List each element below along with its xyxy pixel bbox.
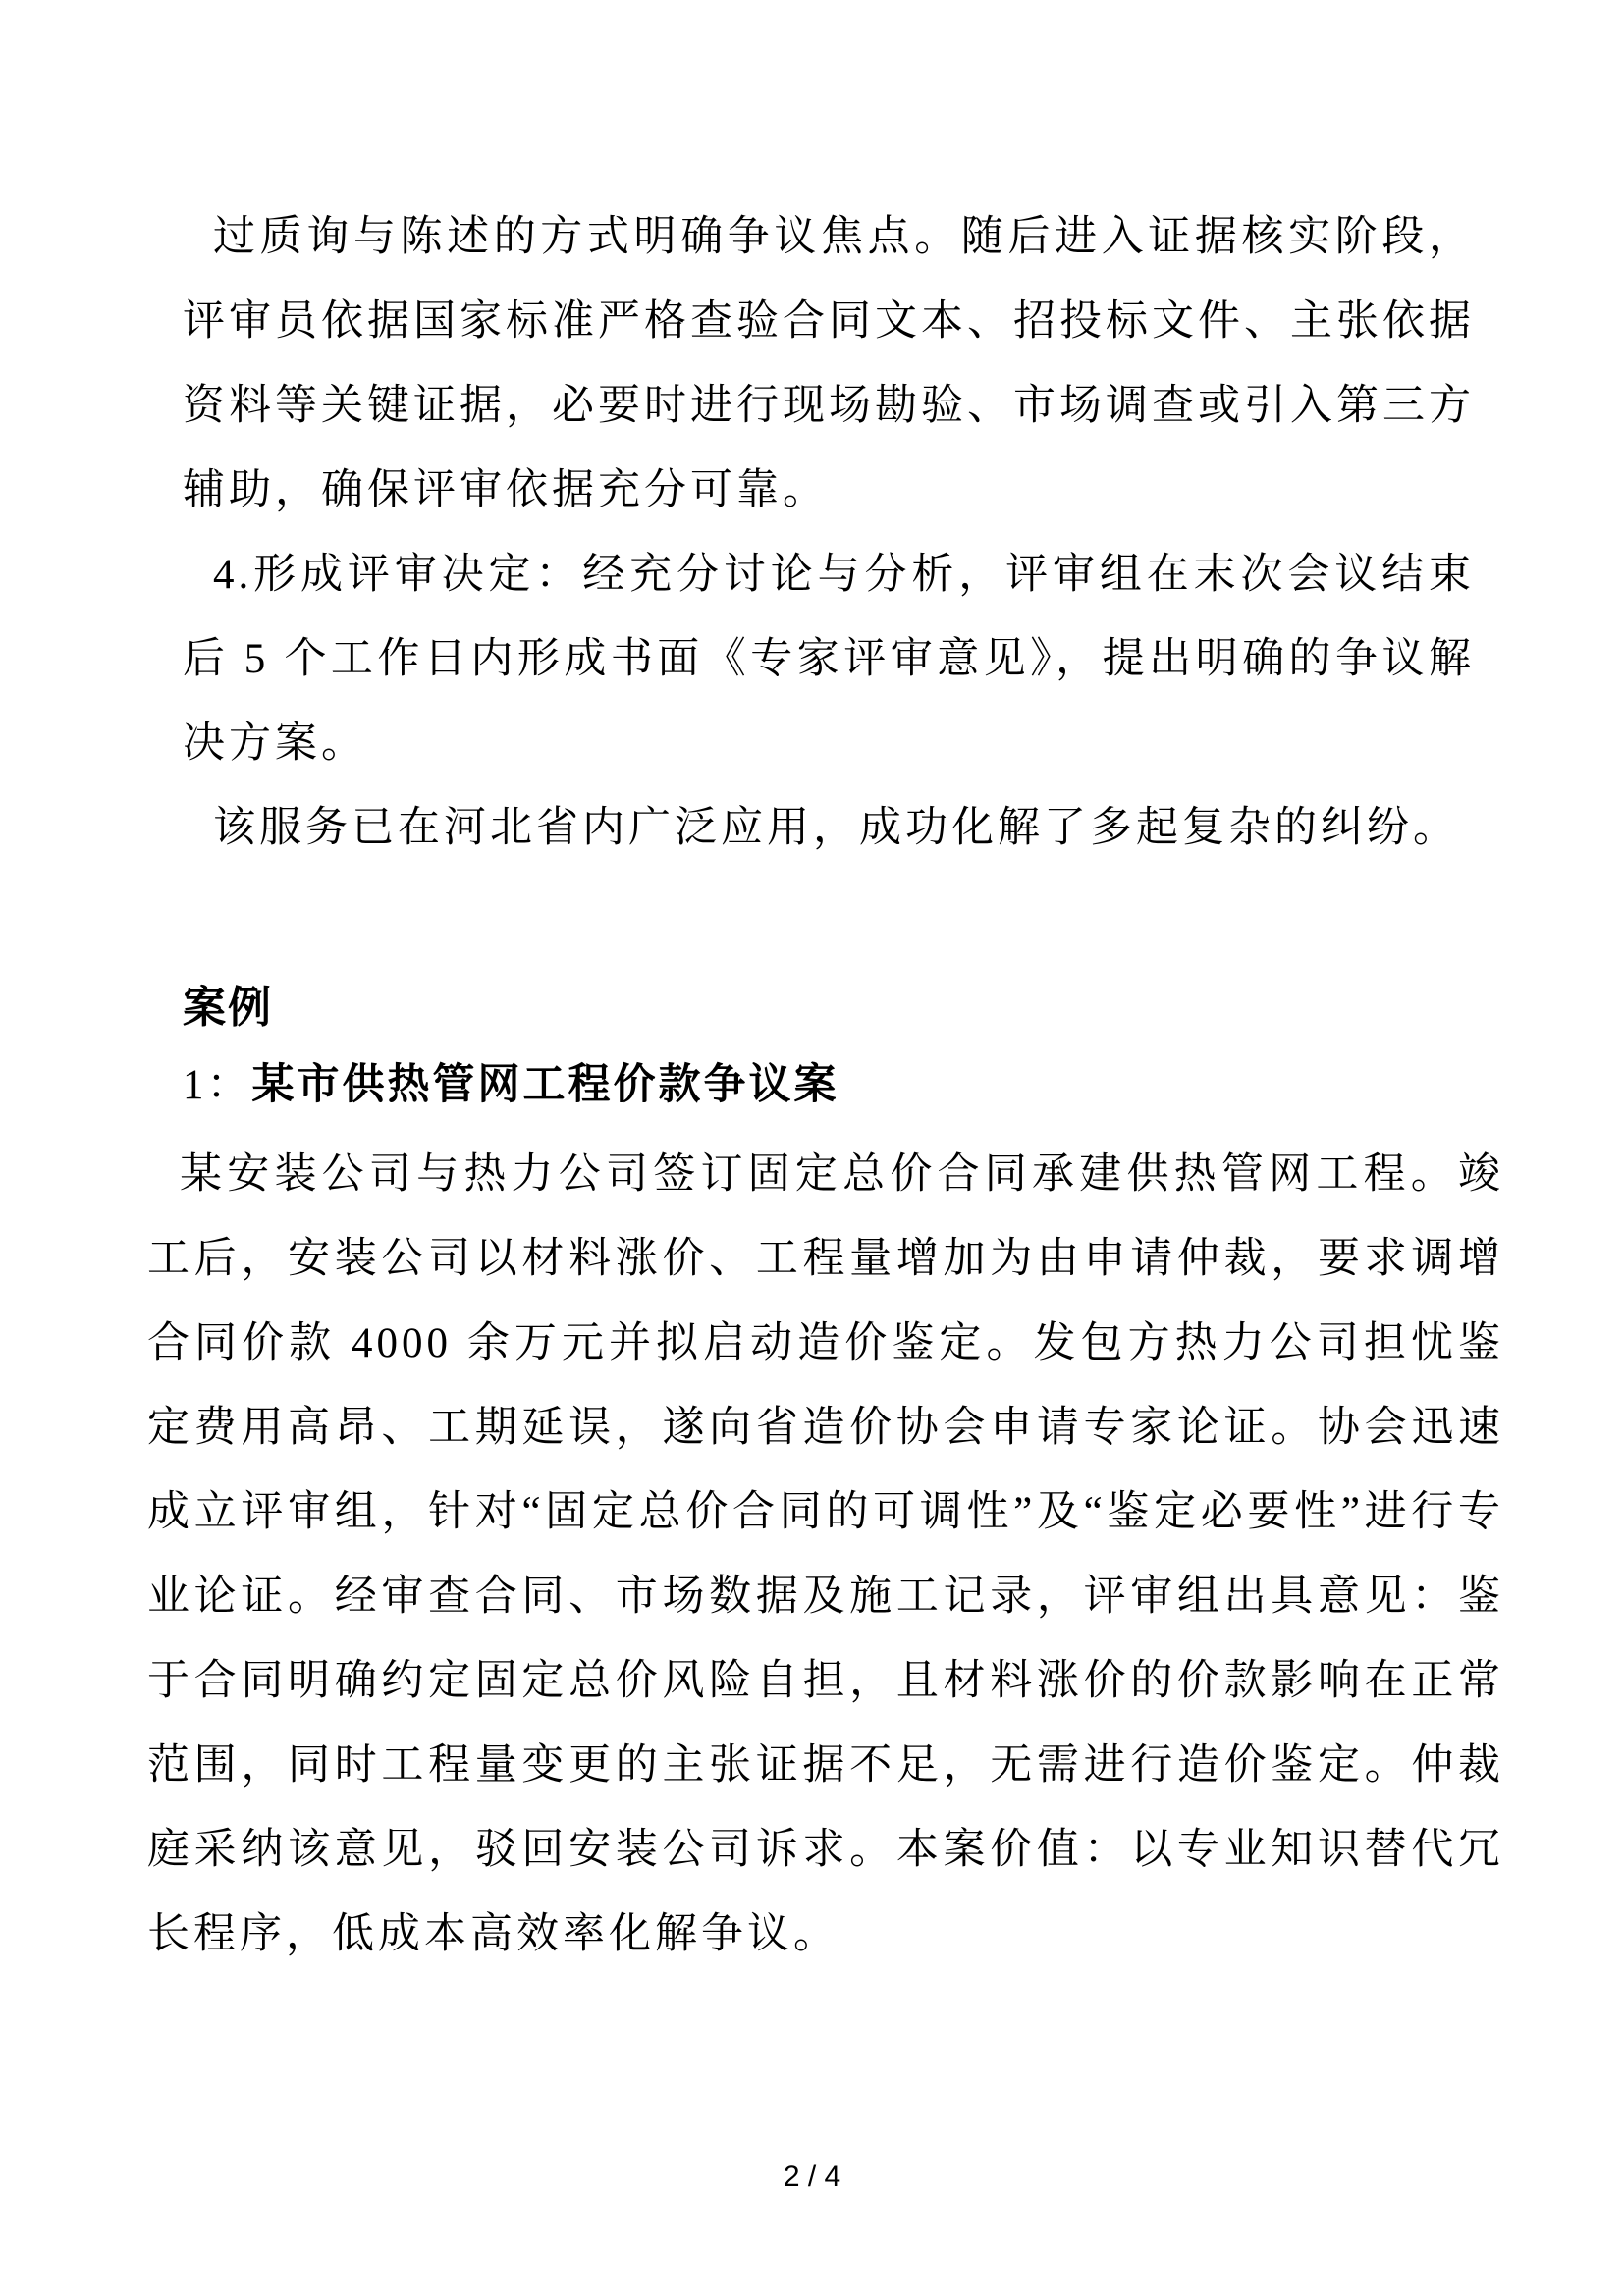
continued-text-section bbox=[183, 195, 1475, 871]
paragraph: 某安装公司与热力公司签订固定总价合同承建供热管网工程。竣工后，安装公司以材料涨价、工程量增加为由申请仲裁，要求调增合同价款 4000 余万元并拟启动造价鉴定。发包方热力公司担忧鉴定费用高昂、工期延误，遂向省造价协会申请专家论证。协会迅速成立评审组，针对“固定总价合同的可调性”及“鉴定必要性”进行专业论证。经审查合同、市场数据及施工记录，评审组出具意见：鉴于合同明确约定固定总价风险自担，且材料涨价的价款影响在正常范围，同时工程量变更的主张证据不足，无需进行造价鉴定。仲裁庭采纳该意见，驳回安装公司诉求。本案价值：以专业知识替代冗长程序，低成本高效率化解争议。 bbox=[147, 1151, 1504, 1957]
paragraph: 4.形成评审决定：经充分讨论与分析，评审组在末次会议结束后 5 个工作日内形成书面《专家评审意见》，提出明确的争议解决方案。 bbox=[183, 552, 1475, 767]
case-number: 1： bbox=[183, 1062, 252, 1108]
paragraph: 该服务已在河北省内广泛应用，成功化解了多起复杂的纠纷。 bbox=[213, 805, 1459, 851]
page-number: 2 / 4 bbox=[783, 2161, 841, 2193]
case-title bbox=[183, 1060, 839, 1111]
section-heading: 案例 bbox=[183, 984, 273, 1032]
case-body-section bbox=[147, 1133, 1504, 1977]
paragraph: 过质询与陈述的方式明确争议焦点。随后进入证据核实阶段，评审员依据国家标准严格查验合同文本、招投标文件、主张依据资料等关键证据，必要时进行现场勘验、市场调查或引入第三方辅助，确保评审依据充分可靠。 bbox=[183, 214, 1475, 513]
case-title-text: 某市供热管网工程价款争议案 bbox=[251, 1062, 839, 1108]
